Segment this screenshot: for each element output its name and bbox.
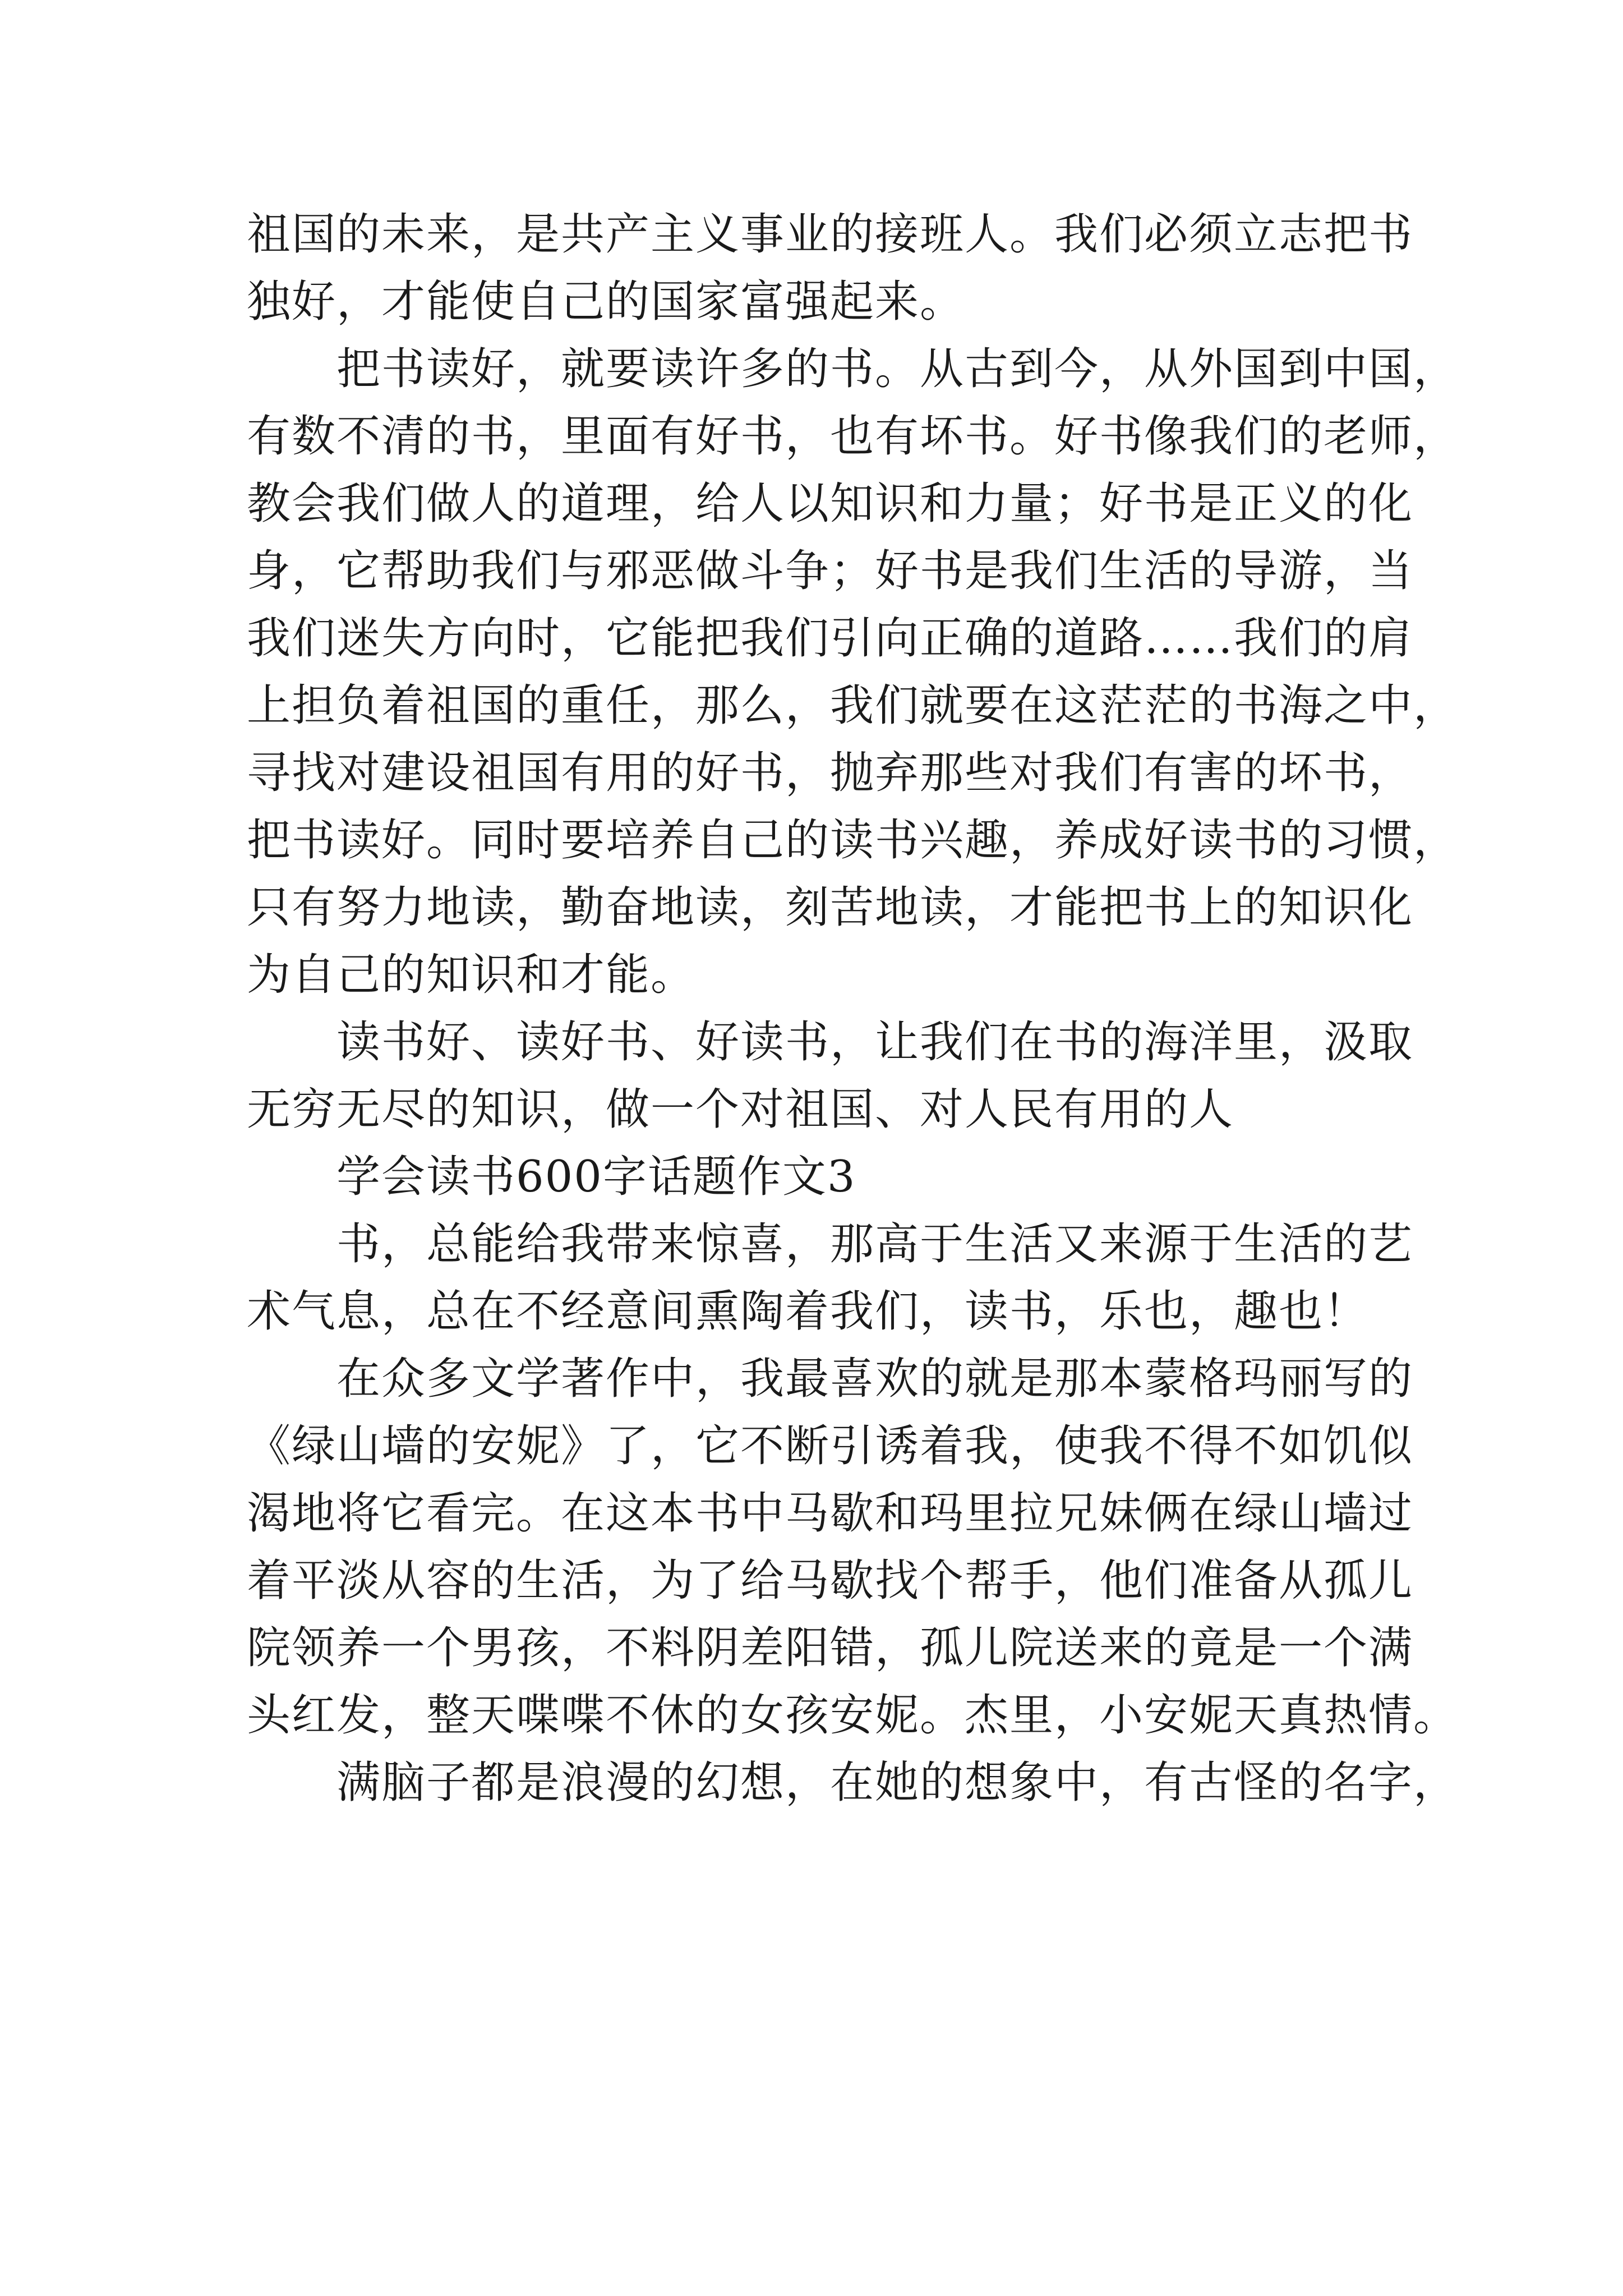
text-line: 渴地将它看完。在这本书中马歇和玛里拉兄妹俩在绿山墙过 xyxy=(247,1488,1414,1539)
text-line: 教会我们做人的道理，给人以知识和力量；好书是正义的化 xyxy=(247,478,1414,529)
paragraph-first-line: 在众多文学著作中，我最喜欢的就是那本蒙格玛丽写的 xyxy=(336,1354,1414,1404)
text-line: 术气息，总在不经意间熏陶着我们，读书，乐也，趣也！ xyxy=(247,1286,1369,1337)
text-line: 身，它帮助我们与邪恶做斗争；好书是我们生活的导游，当 xyxy=(247,546,1414,596)
text-line: 《绿山墙的安妮》了，它不断引诱着我，使我不得不如饥似 xyxy=(247,1421,1414,1471)
text-line: 着平淡从容的生活，为了给马歇找个帮手，他们准备从孤儿 xyxy=(247,1556,1414,1606)
paragraph-first-line: 把书读好，就要读许多的书。从古到今，从外国到中国， xyxy=(336,344,1459,394)
text-line: 头红发，整天喋喋不休的女孩安妮。杰里，小安妮天真热情。 xyxy=(247,1690,1459,1741)
paragraph-first-line: 书，总能给我带来惊喜，那高于生活又来源于生活的艺 xyxy=(336,1219,1414,1269)
text-line: 有数不清的书，里面有好书，也有坏书。好书像我们的老师， xyxy=(247,411,1459,462)
text-line: 为自己的知识和才能。 xyxy=(247,950,696,1000)
text-line: 院领养一个男孩，不料阴差阳错，孤儿院送来的竟是一个满 xyxy=(247,1623,1414,1673)
text-line: 把书读好。同时要培养自己的读书兴趣，养成好读书的习惯， xyxy=(247,815,1459,866)
text-line: 独好，才能使自己的国家富强起来。 xyxy=(247,277,965,327)
text-line: 寻找对建设祖国有用的好书，抛弃那些对我们有害的坏书， xyxy=(247,748,1414,798)
paragraph-first-line: 读书好、读好书、好读书，让我们在书的海洋里，汲取 xyxy=(336,1017,1414,1068)
paragraph-first-line: 满脑子都是浪漫的幻想，在她的想象中，有古怪的名字， xyxy=(336,1757,1459,1808)
section-heading: 学会读书600字话题作文3 xyxy=(336,1152,856,1202)
text-line: 祖国的未来，是共产主义事业的接班人。我们必须立志把书 xyxy=(247,209,1414,260)
text-line: 只有努力地读，勤奋地读，刻苦地读，才能把书上的知识化 xyxy=(247,882,1414,933)
text-line: 我们迷失方向时，它能把我们引向正确的道路……我们的肩 xyxy=(247,613,1414,664)
text-line: 无穷无尽的知识，做一个对祖国、对人民有用的人 xyxy=(247,1084,1234,1135)
text-line: 上担负着祖国的重任，那么，我们就要在这茫茫的书海之中， xyxy=(247,680,1459,731)
